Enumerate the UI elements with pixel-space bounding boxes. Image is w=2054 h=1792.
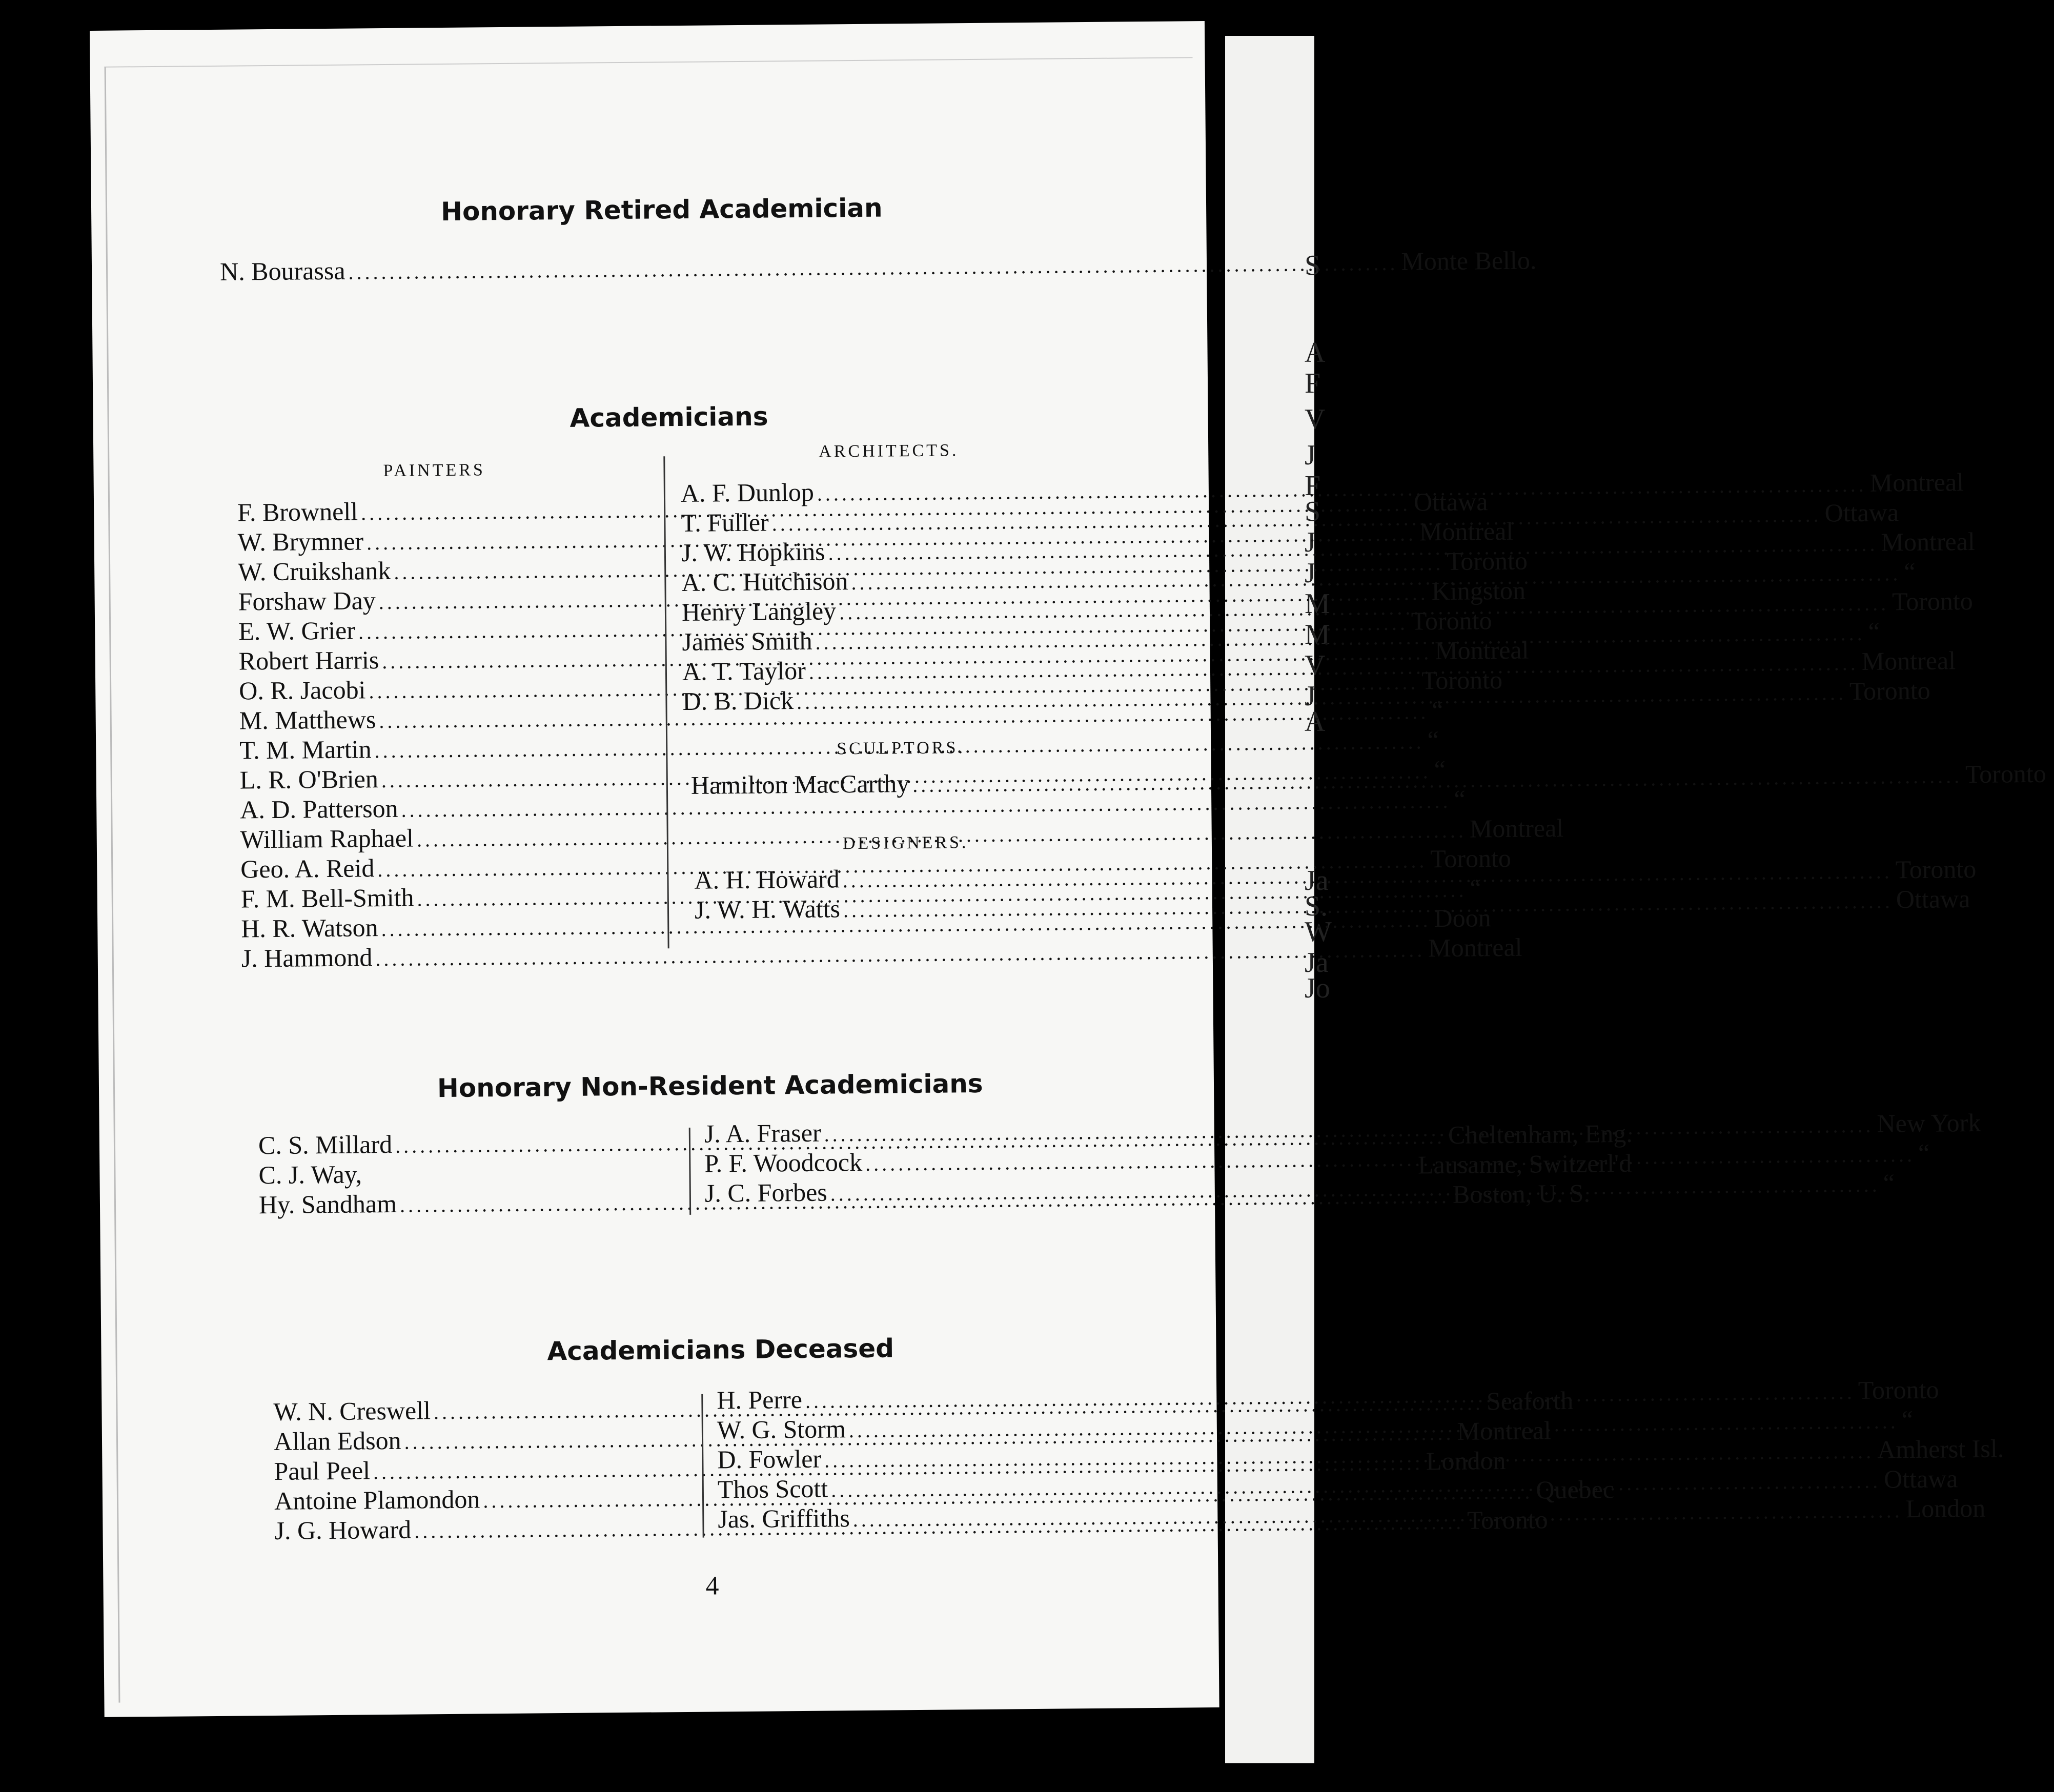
list-item: O. R. Jacobi ..... Toronto [239, 673, 654, 706]
list-item: J. W. Hopkins ..... Montreal [681, 535, 1096, 568]
subheading-architects: ARCHITECTS. [819, 441, 959, 461]
list-item: A. F. Dunlop ..... Montreal [681, 476, 1096, 509]
fragment: S [1305, 496, 1321, 527]
list-item: Thos Scott ..... Ottawa [718, 1472, 1138, 1505]
list-item: J. C. Forbes ..... “ [705, 1175, 1125, 1209]
subheading-designers: DESIGNERS. [842, 833, 969, 853]
section-title-academicians: Academicians [570, 401, 768, 433]
list-item: N. Bourassa ..... Monte Bello. [220, 250, 1081, 288]
list-item: D. B. Dick ..... Toronto [682, 684, 1097, 717]
list-item: Geo. A. Reid ..... Toronto [240, 851, 656, 885]
list-item: T. Fuller ..... Ottawa [681, 505, 1096, 539]
list-item: E. W. Grier ..... Toronto [238, 614, 654, 647]
list-item: Robert Harris ..... Montreal [239, 643, 654, 677]
list-item: M. Matthews ..... “ [239, 703, 655, 736]
fragment: F [1305, 368, 1321, 399]
fragment: J [1305, 439, 1316, 471]
list-item: W. N. Creswell ..... Seaforth [273, 1394, 688, 1428]
list-item: J. W. H. Watts ..... Ottawa [695, 892, 1105, 926]
fragment: S [1305, 250, 1321, 281]
fragment: S. [1305, 890, 1328, 922]
fragment: M [1305, 588, 1330, 620]
list-item: F. Brownell ..... Ottawa [237, 495, 653, 528]
section-title-honorary-retired: Honorary Retired Academician [440, 193, 883, 227]
list-item: F. M. Bell-Smith ..... “ [241, 881, 656, 914]
fragment: V [1305, 403, 1326, 435]
list-item: Henry Langley ..... Toronto [682, 595, 1097, 628]
fragment: Jo [1305, 972, 1330, 1004]
list-item: Jas. Griffiths ..... London [718, 1501, 1138, 1535]
list-item: H. Perre ..... Toronto [717, 1382, 1137, 1416]
list-item: W. Cruikshank ..... Toronto [238, 554, 653, 587]
subheading-painters: PAINTERS [383, 460, 486, 481]
list-item: A. H. Howard ..... Toronto [694, 863, 1104, 896]
list-item: L. R. O'Brien ..... “ [240, 762, 655, 796]
fragment: W [1305, 916, 1332, 948]
list-item: Antoine Plamondon ..... Quebec [274, 1483, 689, 1517]
list-item: D. Fowler ..... Amherst Isl. [717, 1442, 1137, 1475]
fragment: Ja [1305, 865, 1329, 897]
fragment: Ja [1305, 947, 1329, 979]
list-item: Hy. Sandham ..... Boston, U. S. [259, 1187, 674, 1220]
list-item: J. Hammond ..... Montreal [241, 941, 657, 974]
list-item: A. C. Hutchison ..... “ [681, 565, 1096, 598]
list-item: H. R. Watson ..... Doon [241, 911, 656, 944]
list-item: J. A. Fraser ..... New York [704, 1116, 1125, 1149]
fragment: J [1305, 557, 1316, 589]
subheading-sculptors: SCULPTORS. [837, 738, 966, 759]
section-title-honorary-non-resident: Honorary Non-Resident Academicians [437, 1068, 983, 1104]
fragment: J [1305, 526, 1316, 558]
fragment: F [1305, 470, 1321, 502]
list-item: Allan Edson ..... Montreal [274, 1424, 689, 1457]
page-number: 4 [705, 1571, 719, 1601]
list-item: C. S. Millard ..... Cheltenham, Eng. [258, 1128, 674, 1161]
fragment: M [1305, 619, 1330, 650]
list-item: A. T. Taylor ..... Montreal [682, 654, 1097, 687]
list-item: W. Brymner ..... Montreal [237, 524, 653, 558]
fragment: J [1305, 680, 1316, 712]
fragment: A [1305, 337, 1326, 369]
list-item: James Smith ..... “ [682, 624, 1097, 658]
list-item: Hamilton MacCarthy ..... Toronto [691, 768, 1101, 801]
fragment: V [1305, 649, 1326, 681]
list-item: Forshaw Day ..... Kingston [238, 584, 653, 617]
list-item: William Raphael ..... Montreal [240, 822, 656, 855]
section-title-deceased: Academicians Deceased [547, 1333, 894, 1367]
list-item: J. G. Howard ..... Toronto [274, 1513, 689, 1546]
list-item: P. F. Woodcock ..... “ [704, 1146, 1125, 1179]
list-item: W. G. Storm ..... “ [717, 1412, 1137, 1445]
fragment: A [1305, 706, 1326, 738]
list-item: T. M. Martin ..... “ [239, 732, 655, 766]
list-item: Paul Peel ..... London [274, 1454, 689, 1487]
list-item: C. J. Way, Lausanne, Switzerl'd [258, 1148, 1632, 1190]
list-item: A. D. Patterson ..... “ [240, 792, 655, 825]
